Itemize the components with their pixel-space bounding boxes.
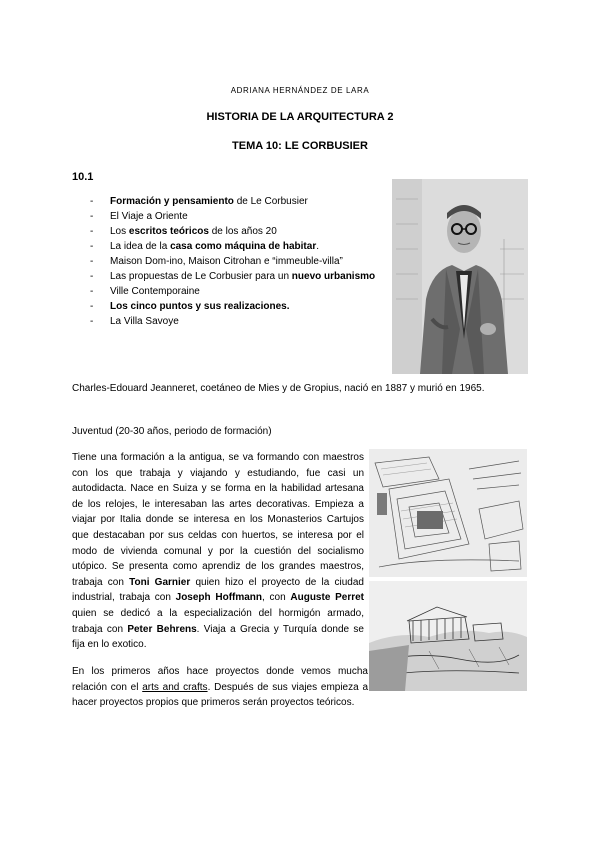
- portrait-photo: [392, 179, 528, 374]
- course-title: HISTORIA DE LA ARQUITECTURA 2: [206, 111, 394, 123]
- list-item: - Los escritos teóricos de los años 20: [90, 224, 388, 239]
- name-toni-garnier: Toni Garnier: [129, 576, 191, 588]
- list-item: - Ville Contemporaine: [90, 284, 388, 299]
- name-joseph-hoffmann: Joseph Hoffmann: [175, 592, 263, 604]
- list-item: - Formación y pensamiento de Le Corbusier: [90, 194, 388, 209]
- list-item: - La idea de la casa como máquina de habitar.: [90, 239, 388, 254]
- monastery-sketch: [369, 449, 527, 577]
- section-number: 10.1: [72, 171, 94, 183]
- youth-heading: Juventud (20-30 años, periodo de formación): [72, 426, 272, 437]
- acropolis-sketch: [369, 581, 527, 691]
- list-item: - La Villa Savoye: [90, 314, 388, 329]
- author-name: ADRIANA HERNÁNDEZ DE LARA: [230, 86, 370, 95]
- intro-paragraph: Charles-Edouard Jeanneret, coetáneo de Mies y de Gropius, nació en 1887 y murió en 1965.: [72, 383, 485, 394]
- name-peter-behrens: Peter Behrens: [127, 623, 197, 635]
- name-auguste-perret: Auguste Perret: [290, 592, 364, 604]
- list-item: - Las propuestas de Le Corbusier para un nuevo urbanismo: [90, 269, 388, 284]
- list-item: - El Viaje a Oriente: [90, 209, 388, 224]
- list-item: - Los cinco puntos y sus realizaciones.: [90, 299, 388, 314]
- topic-list: [90, 194, 388, 329]
- list-item: - Maison Dom-ino, Maison Citrohan e “immeuble-villa”: [90, 254, 388, 269]
- early-projects-paragraph: En los primeros años hace proyectos donde vemos mucha relación con el arts and crafts. Después de sus viajes empieza a hacer proyectos propios que primeros serán proyectos teóricos.: [72, 666, 369, 709]
- topic-title: TEMA 10: LE CORBUSIER: [232, 140, 368, 152]
- formation-paragraph: Tiene una formación a la antigua, se va formando con maestros con los que trabaja y viajando y estudiando, fue casi un autodidacta. Nace en Suiza y se forma en la habilidad artesana de los relojes, le interesaban las artes decorativas. Empieza a viajar por Italia donde se interesa en los Monasterios Cartujos que destacaban por sus celdas con huertos, se interesa por el modo de vivienda comunal y por la cuestión del socialismo utópico. Se presenta como aprendiz de los grandes maestros, trabaja con Toni Garnier quien hizo el proyecto de la ciudad industrial, trabaja con Joseph Hoffmann, con Auguste Perret quien se dedicó a la especialización del hormigón armado, trabaja con Peter Behrens. Viaja a Grecia y Turquía donde se fija en lo exotico.: [72, 452, 364, 651]
- arts-and-crafts-link[interactable]: arts and crafts: [142, 681, 208, 693]
